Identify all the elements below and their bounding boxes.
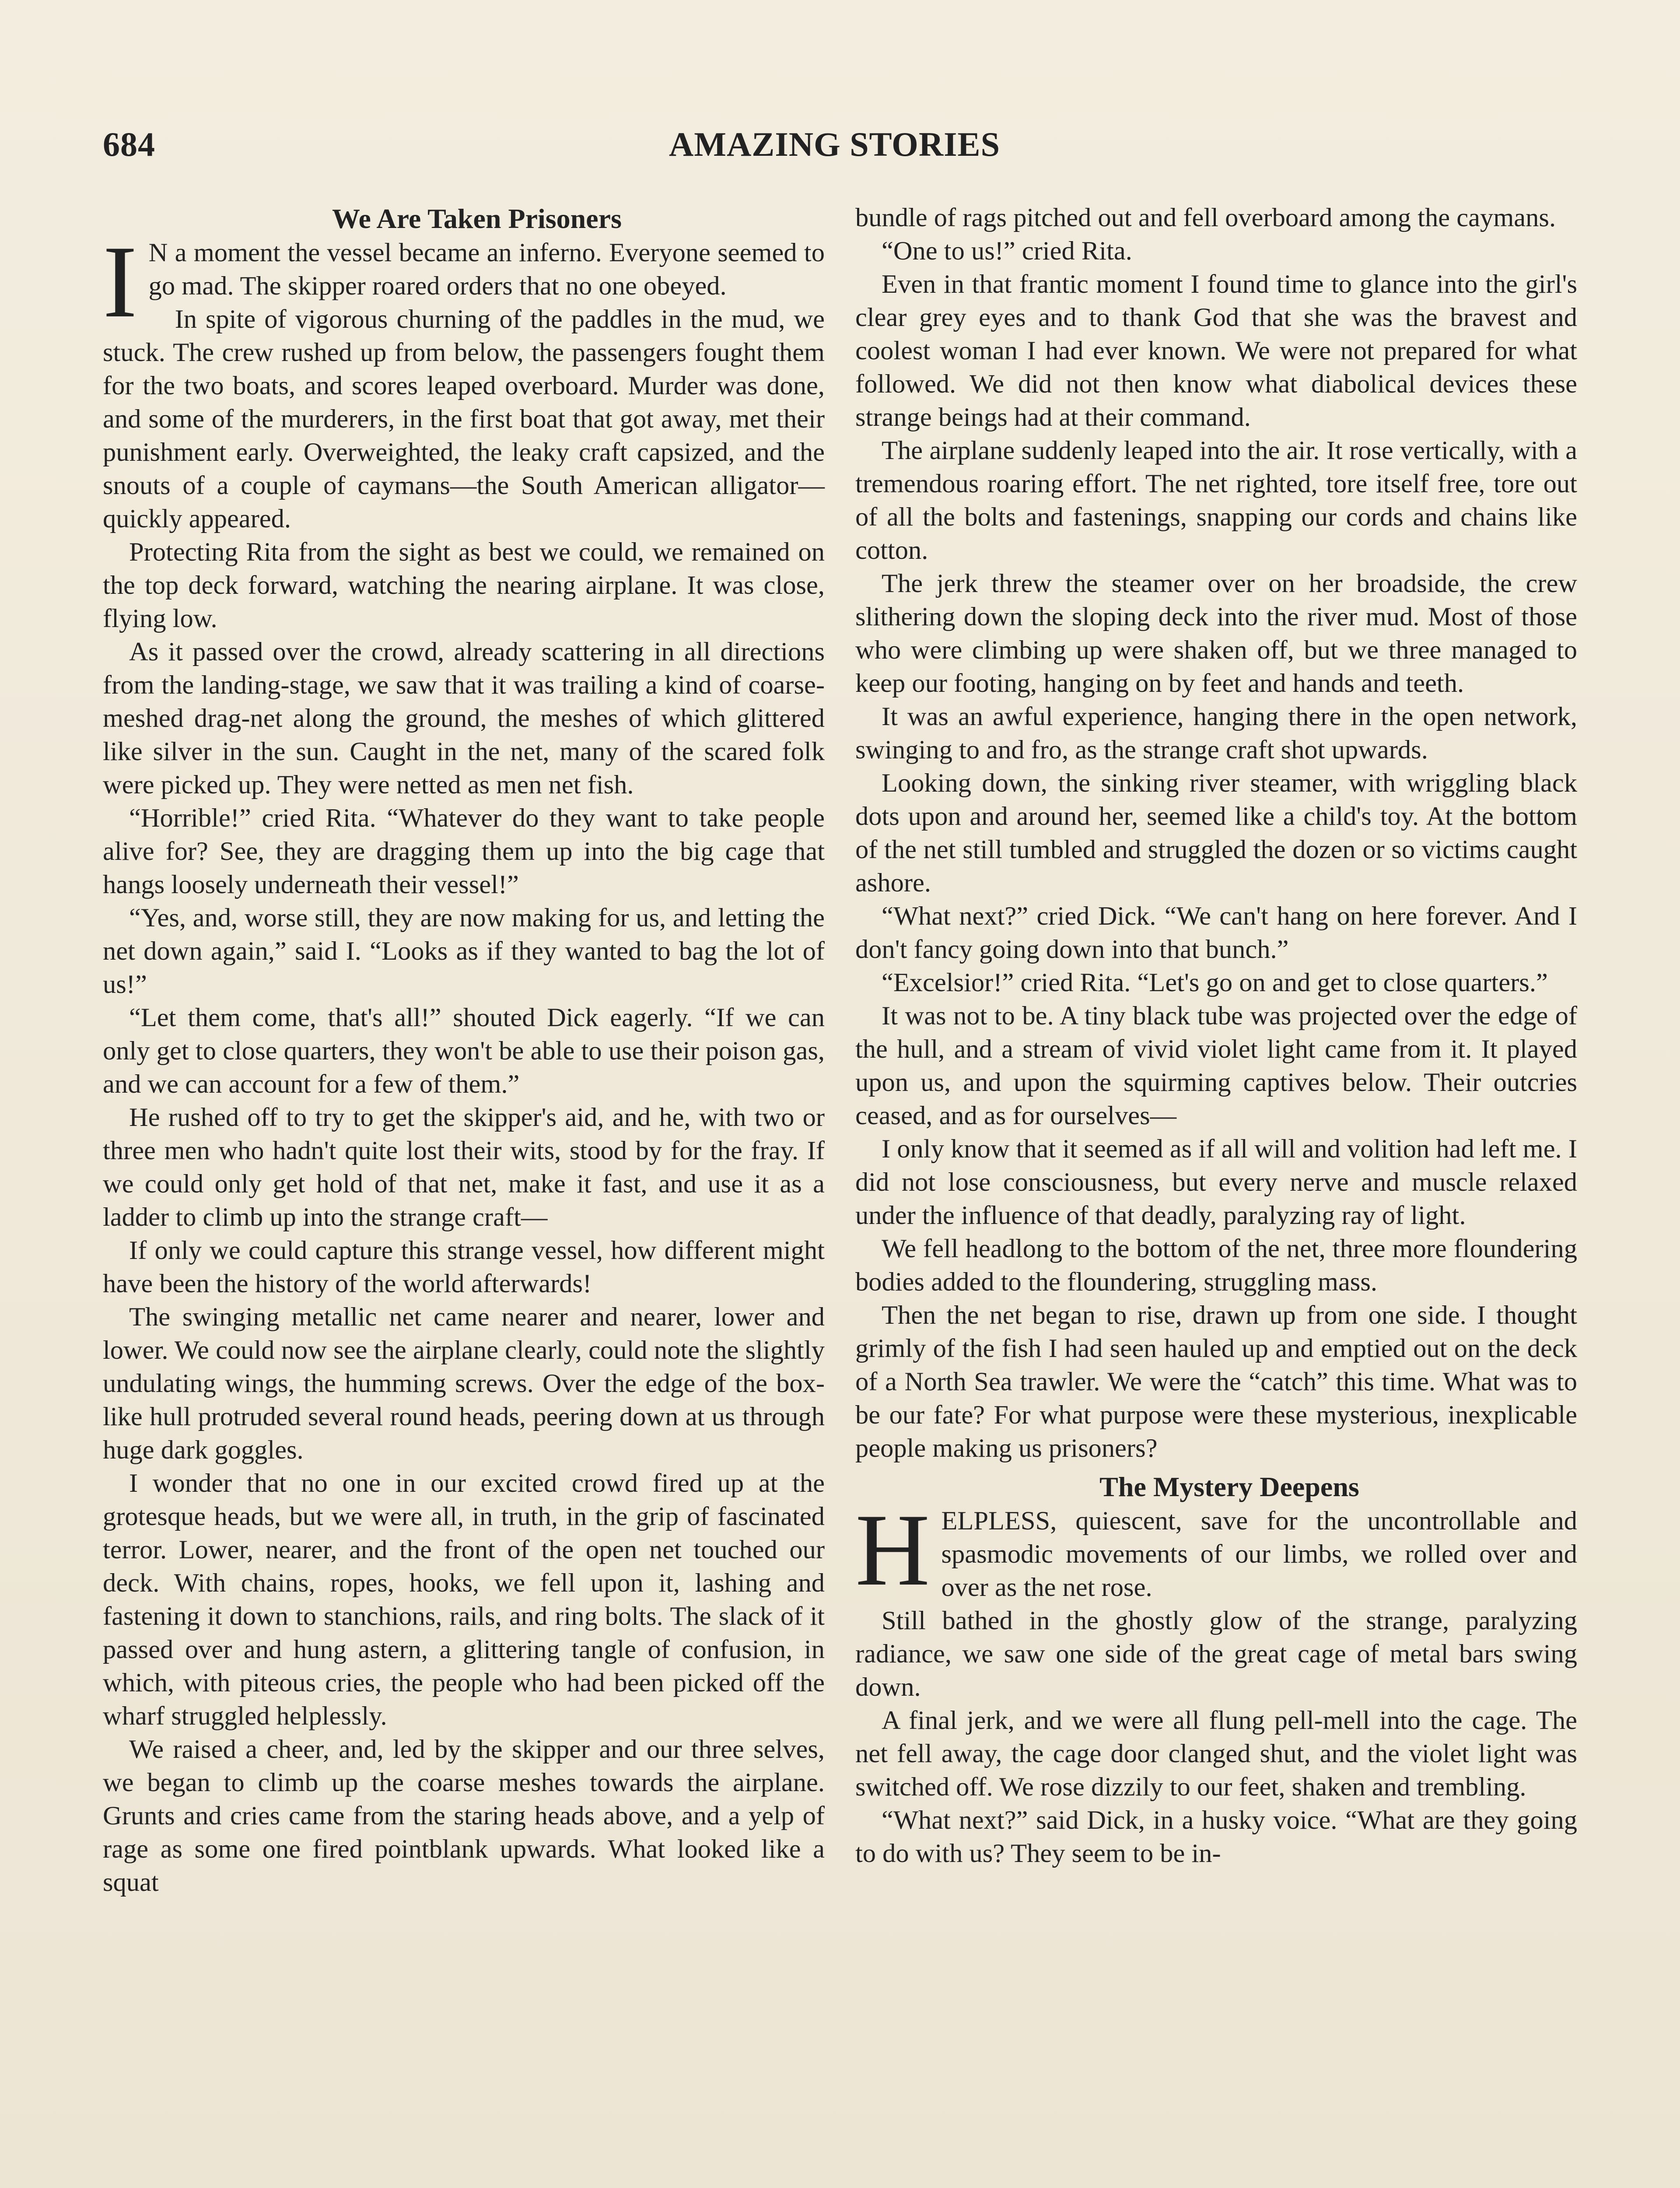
- paragraph: It was an awful experience, hanging there in the open network, swinging to and fro, as the strange craft shot upwards.: [855, 702, 1577, 764]
- drop-cap: H: [855, 1493, 930, 1607]
- paragraph: It was not to be. A tiny black tube was projected over the edge of the hull, and a stream of vivid violet light came from it. It played upon us, and upon the squirming captives below. Their outcries ceased, and as for ourselves—: [855, 1001, 1577, 1130]
- paragraph: bundle of rags pitched out and fell overboard among the caymans.: [855, 203, 1556, 232]
- paragraph: We fell headlong to the bottom of the net, three more floundering bodies added to the floundering, struggling mass.: [855, 1234, 1577, 1297]
- left-column: [103, 201, 825, 1899]
- paragraph-text: N a moment the vessel became an inferno. Everyone seemed to go mad. The skipper roared orders that no one obeyed.: [148, 238, 825, 301]
- paragraph: In spite of vigorous churning of the paddles in the mud, we stuck. The crew rushed up from below, the passengers fought them for the two boats, and scores leaped overboard. Murder was done, and some of the murderers, in the first boat that got away, met their punishment early. Overweighted, the leaky craft capsized, and the snouts of a couple of caymans—the South American alligator—quickly appeared.: [103, 305, 825, 533]
- section-heading: We Are Taken Prisoners: [332, 203, 622, 234]
- page-number: 684: [103, 125, 155, 163]
- paragraph: “Horrible!” cried Rita. “Whatever do they want to take people alive for? See, they are dragging them up into the big cage that hangs loosely underneath their vessel!”: [103, 803, 825, 899]
- paragraph: We raised a cheer, and, led by the skipper and our three selves, we began to climb up the coarse meshes towards the airplane. Grunts and cries came from the staring heads above, and a yelp of rage as some one fired pointblank upwards. What looked like a squat: [103, 1735, 825, 1897]
- page-header: [103, 125, 1566, 173]
- paragraph: Protecting Rita from the sight as best we could, we remained on the top deck forward, watching the nearing airplane. It was close, flying low.: [103, 537, 825, 633]
- paragraph: Then the net began to rise, drawn up from one side. I thought grimly of the fish I had seen hauled up and emptied out on the deck of a North Sea trawler. We were the “catch” this time. What was to be our fate? For what purpose were these mysterious, inexplicable people making us prisoners?: [855, 1301, 1577, 1463]
- dropcap-paragraph: [103, 225, 825, 339]
- right-column: [855, 201, 1577, 1870]
- section-heading: The Mystery Deepens: [1099, 1471, 1359, 1502]
- paragraph: A final jerk, and we were all flung pell-mell into the cage. The net fell away, the cage door clanged shut, and the violet light was switched off. We rose dizzily to our feet, shaken and trembling.: [855, 1706, 1577, 1802]
- paragraph: Still bathed in the ghostly glow of the strange, paralyzing radiance, we saw one side of the great cage of metal bars swing down.: [855, 1606, 1577, 1702]
- paragraph: Looking down, the sinking river steamer, with wriggling black dots upon and around her, seemed like a child's toy. At the bottom of the net still tumbled and struggled the dozen or so victims caught ashore.: [855, 768, 1577, 898]
- paragraph: “Yes, and, worse still, they are now making for us, and letting the net down again,” said I. “Looks as if they wanted to bag the lot of us!”: [103, 903, 825, 999]
- paragraph: “Excelsior!” cried Rita. “Let's go on and get to close quarters.”: [882, 968, 1548, 997]
- paragraph: As it passed over the crowd, already scattering in all directions from the landing-stage, we saw that it was trailing a kind of coarse-meshed drag-net along the ground, the meshes of which glittered like silver in the sun. Caught in the net, many of the scared folk were picked up. They were netted as men net fish.: [103, 637, 825, 799]
- paragraph-text: ELPLESS, quiescent, save for the uncontrollable and spasmodic movements of our limbs, we rolled over and over as the net rose.: [941, 1506, 1577, 1602]
- paragraph: He rushed off to try to get the skipper's aid, and he, with two or three men who hadn't quite lost their wits, stood by for the fray. If we could only get hold of that net, make it fast, and use it as a ladder to climb up into the strange craft—: [103, 1103, 825, 1232]
- paragraph: The airplane suddenly leaped into the air. It rose vertically, with a tremendous roaring effort. The net righted, tore itself free, tore out of all the bolts and fastenings, snapping our cords and chains like cotton.: [855, 436, 1577, 565]
- paragraph: “Let them come, that's all!” shouted Dick eagerly. “If we can only get to close quarters, they won't be able to use their poison gas, and we can account for a few of them.”: [103, 1003, 825, 1099]
- paragraph: “What next?” said Dick, in a husky voice. “What are they going to do with us? They seem to be in-: [855, 1806, 1577, 1868]
- paragraph: The jerk threw the steamer over on her broadside, the crew slithering down the sloping deck into the river mud. Most of those who were climbing up were shaken off, but we three managed to keep our footing, hanging on by feet and hands and teeth.: [855, 569, 1577, 698]
- paragraph: “One to us!” cried Rita.: [882, 236, 1132, 266]
- magazine-title: AMAZING STORIES: [669, 125, 1000, 163]
- paragraph: Even in that frantic moment I found time to glance into the girl's clear grey eyes and to thank God that she was the bravest and coolest woman I had ever known. We were not prepared for what followed. We did not then know what diabolical devices these strange beings had at their command.: [855, 270, 1577, 432]
- dropcap-paragraph: [855, 1493, 1577, 1607]
- paragraph: The swinging metallic net came nearer and nearer, lower and lower. We could now see the airplane clearly, could note the slightly undulating wings, the humming screws. Over the edge of the box-like hull protruded several round heads, peering down at us through huge dark goggles.: [103, 1302, 825, 1465]
- paragraph: I wonder that no one in our excited crowd fired up at the grotesque heads, but we were all, in truth, in the grip of fascinated terror. Lower, nearer, and the front of the open net touched our deck. With chains, ropes, hooks, we fell upon it, lashing and fastening it down to stanchions, rails, and ring bolts. The slack of it passed over and hung astern, a glittering tangle of confusion, in which, with piteous cries, the people who had been picked off the wharf struggled helplessly.: [103, 1469, 825, 1731]
- paragraph: If only we could capture this strange vessel, how different might have been the history of the world afterwards!: [103, 1236, 825, 1298]
- paragraph: I only know that it seemed as if all will and volition had left me. I did not lose consciousness, but every nerve and muscle relaxed under the influence of that deadly, paralyzing ray of light.: [855, 1134, 1577, 1230]
- drop-cap: I: [103, 225, 137, 339]
- paragraph: “What next?” cried Dick. “We can't hang on here forever. And I don't fancy going down into that bunch.”: [855, 901, 1577, 964]
